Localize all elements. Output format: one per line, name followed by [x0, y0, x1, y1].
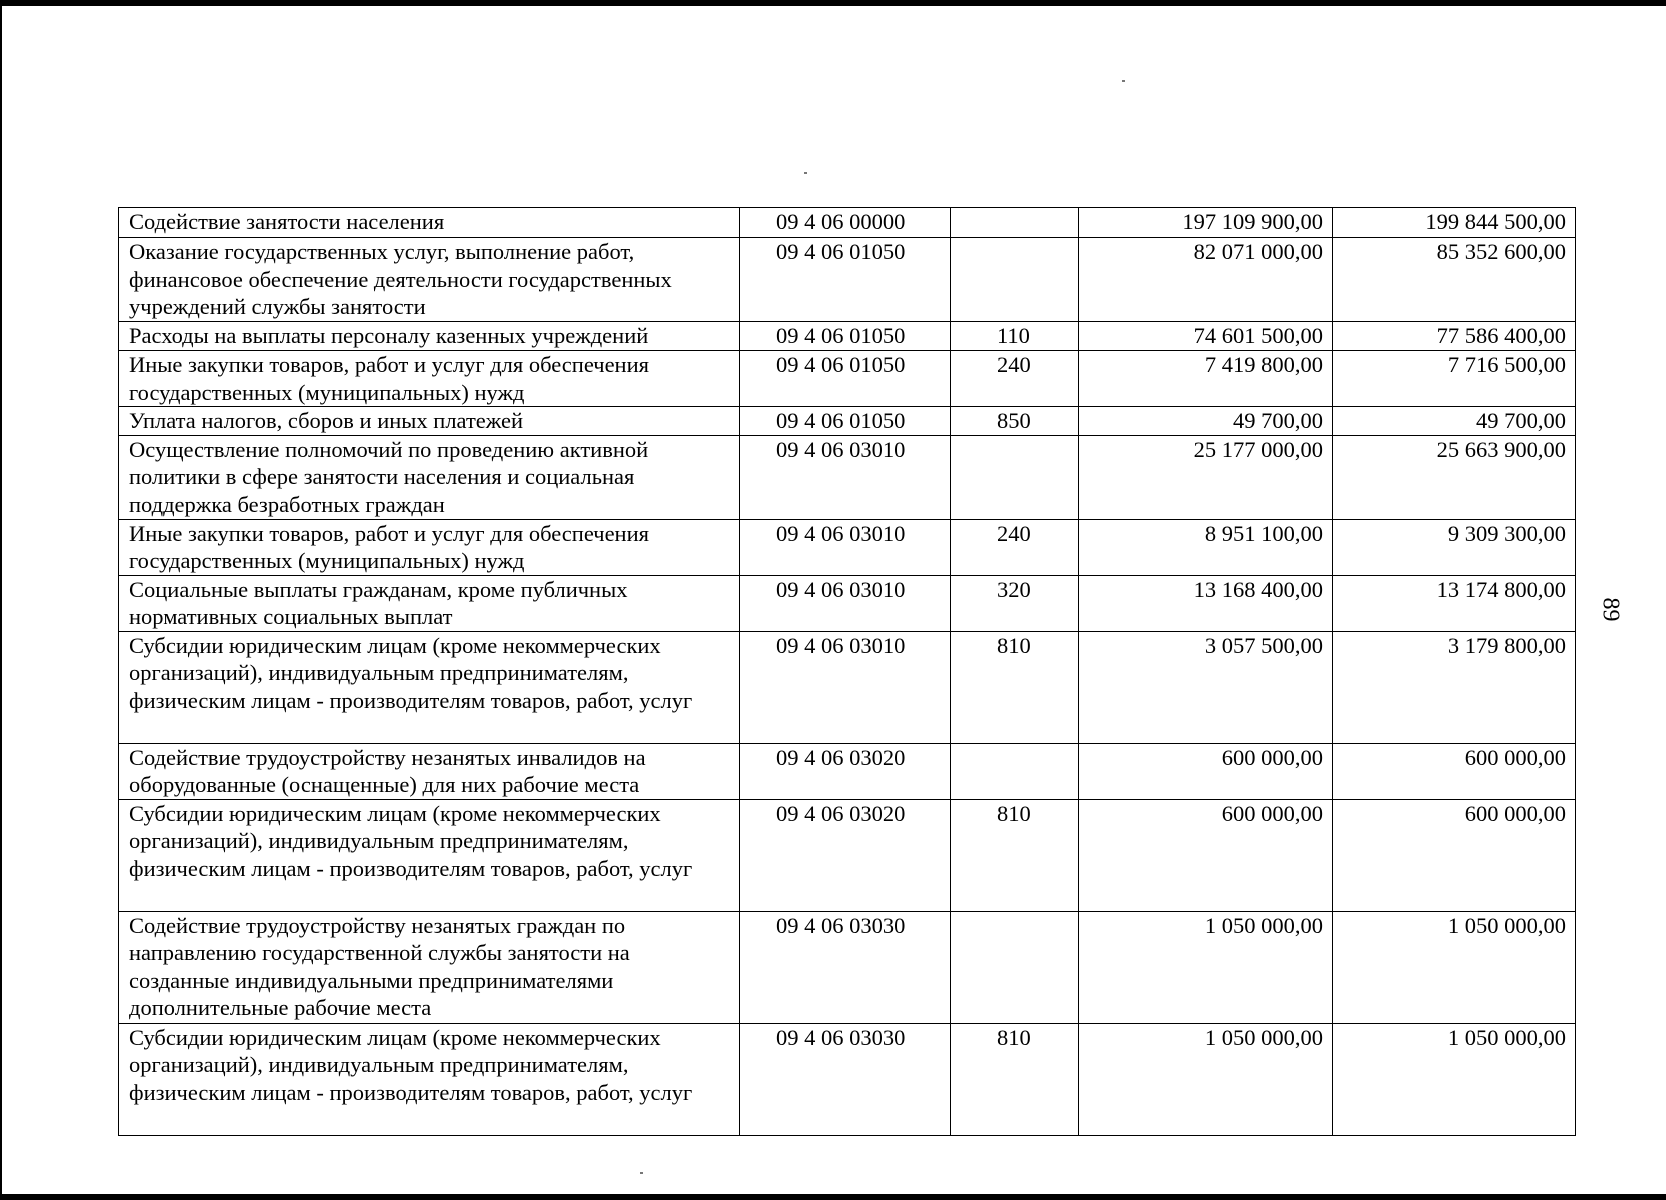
- row-target-code: 09 4 06 00000: [740, 208, 951, 238]
- row-sum-year2: 49 700,00: [1333, 407, 1576, 436]
- row-sum-year1: 1 050 000,00: [1079, 1023, 1333, 1135]
- row-sum-year2: 77 586 400,00: [1333, 322, 1576, 351]
- row-sum-year2: 25 663 900,00: [1333, 435, 1576, 519]
- row-name: Содействие трудоустройству незанятых граждан по направлению государственной службы занятости на созданные индивидуальными предпринимателями дополнительные рабочие места: [119, 911, 740, 1023]
- row-target-code: 09 4 06 03030: [740, 911, 951, 1023]
- row-sum-year2: 1 050 000,00: [1333, 911, 1576, 1023]
- table-row: [119, 519, 1576, 575]
- row-name: Субсидии юридическим лицам (кроме некоммерческих организаций), индивидуальным предпринимателям, физическим лицам - производителям товаров, работ, услуг: [119, 631, 740, 743]
- row-sum-year1: 7 419 800,00: [1079, 351, 1333, 407]
- row-expense-type: 110: [951, 322, 1079, 351]
- row-sum-year1: 600 000,00: [1079, 799, 1333, 911]
- row-target-code: 09 4 06 03020: [740, 799, 951, 911]
- row-target-code: 09 4 06 01050: [740, 351, 951, 407]
- row-sum-year2: 9 309 300,00: [1333, 519, 1576, 575]
- row-name: Социальные выплаты гражданам, кроме публичных нормативных социальных выплат: [119, 575, 740, 631]
- row-target-code: 09 4 06 01050: [740, 322, 951, 351]
- scan-border-top: [0, 0, 1666, 6]
- scan-border-bottom: [0, 1194, 1666, 1200]
- row-sum-year2: 7 716 500,00: [1333, 351, 1576, 407]
- row-expense-type: [951, 208, 1079, 238]
- row-sum-year1: 49 700,00: [1079, 407, 1333, 436]
- row-name: Содействие занятости населения: [119, 208, 740, 238]
- row-sum-year1: 74 601 500,00: [1079, 322, 1333, 351]
- row-expense-type: 810: [951, 631, 1079, 743]
- row-sum-year1: 3 057 500,00: [1079, 631, 1333, 743]
- row-target-code: 09 4 06 03020: [740, 743, 951, 799]
- table-row: [119, 575, 1576, 631]
- table-row: [119, 435, 1576, 519]
- table-row: [119, 799, 1576, 911]
- table-row: [119, 208, 1576, 238]
- row-expense-type: [951, 238, 1079, 322]
- table-row: [119, 407, 1576, 436]
- row-sum-year2: 85 352 600,00: [1333, 238, 1576, 322]
- row-name: Оказание государственных услуг, выполнение работ, финансовое обеспечение деятельности государственных учреждений службы занятости: [119, 238, 740, 322]
- budget-table: [118, 207, 1576, 1136]
- row-expense-type: 810: [951, 799, 1079, 911]
- row-target-code: 09 4 06 01050: [740, 238, 951, 322]
- row-name: Субсидии юридическим лицам (кроме некоммерческих организаций), индивидуальным предпринимателям, физическим лицам - производителям товаров, работ, услуг: [119, 799, 740, 911]
- row-name: Осуществление полномочий по проведению активной политики в сфере занятости населения и социальная поддержка безработных граждан: [119, 435, 740, 519]
- row-sum-year2: 1 050 000,00: [1333, 1023, 1576, 1135]
- scan-speck: [804, 172, 807, 174]
- row-target-code: 09 4 06 03010: [740, 631, 951, 743]
- row-name: Уплата налогов, сборов и иных платежей: [119, 407, 740, 436]
- scan-speck: [1122, 80, 1125, 82]
- table-row: [119, 1023, 1576, 1135]
- scan-border-left: [0, 0, 2, 1200]
- row-expense-type: [951, 743, 1079, 799]
- page-number: 89: [1597, 597, 1624, 622]
- row-target-code: 09 4 06 03030: [740, 1023, 951, 1135]
- row-target-code: 09 4 06 03010: [740, 519, 951, 575]
- row-expense-type: 320: [951, 575, 1079, 631]
- row-expense-type: 850: [951, 407, 1079, 436]
- row-name: Расходы на выплаты персоналу казенных учреждений: [119, 322, 740, 351]
- budget-table-body: [119, 208, 1576, 1136]
- row-sum-year2: 13 174 800,00: [1333, 575, 1576, 631]
- row-target-code: 09 4 06 01050: [740, 407, 951, 436]
- row-sum-year1: 197 109 900,00: [1079, 208, 1333, 238]
- row-name: Субсидии юридическим лицам (кроме некоммерческих организаций), индивидуальным предпринимателям, физическим лицам - производителям товаров, работ, услуг: [119, 1023, 740, 1135]
- row-expense-type: 240: [951, 351, 1079, 407]
- row-sum-year1: 1 050 000,00: [1079, 911, 1333, 1023]
- row-expense-type: 240: [951, 519, 1079, 575]
- row-target-code: 09 4 06 03010: [740, 435, 951, 519]
- row-target-code: 09 4 06 03010: [740, 575, 951, 631]
- table-row: [119, 743, 1576, 799]
- row-sum-year2: 3 179 800,00: [1333, 631, 1576, 743]
- table-row: [119, 911, 1576, 1023]
- row-sum-year2: 199 844 500,00: [1333, 208, 1576, 238]
- table-row: [119, 238, 1576, 322]
- row-sum-year2: 600 000,00: [1333, 799, 1576, 911]
- row-sum-year1: 600 000,00: [1079, 743, 1333, 799]
- row-sum-year1: 25 177 000,00: [1079, 435, 1333, 519]
- row-expense-type: 810: [951, 1023, 1079, 1135]
- row-name: Иные закупки товаров, работ и услуг для обеспечения государственных (муниципальных) нужд: [119, 351, 740, 407]
- row-expense-type: [951, 435, 1079, 519]
- table-row: [119, 351, 1576, 407]
- row-expense-type: [951, 911, 1079, 1023]
- table-row: [119, 322, 1576, 351]
- row-sum-year1: 8 951 100,00: [1079, 519, 1333, 575]
- row-name: Иные закупки товаров, работ и услуг для обеспечения государственных (муниципальных) нужд: [119, 519, 740, 575]
- scan-speck: [640, 1172, 643, 1174]
- row-sum-year1: 13 168 400,00: [1079, 575, 1333, 631]
- row-sum-year2: 600 000,00: [1333, 743, 1576, 799]
- row-sum-year1: 82 071 000,00: [1079, 238, 1333, 322]
- table-row: [119, 631, 1576, 743]
- row-name: Содействие трудоустройству незанятых инвалидов на оборудованные (оснащенные) для них рабочие места: [119, 743, 740, 799]
